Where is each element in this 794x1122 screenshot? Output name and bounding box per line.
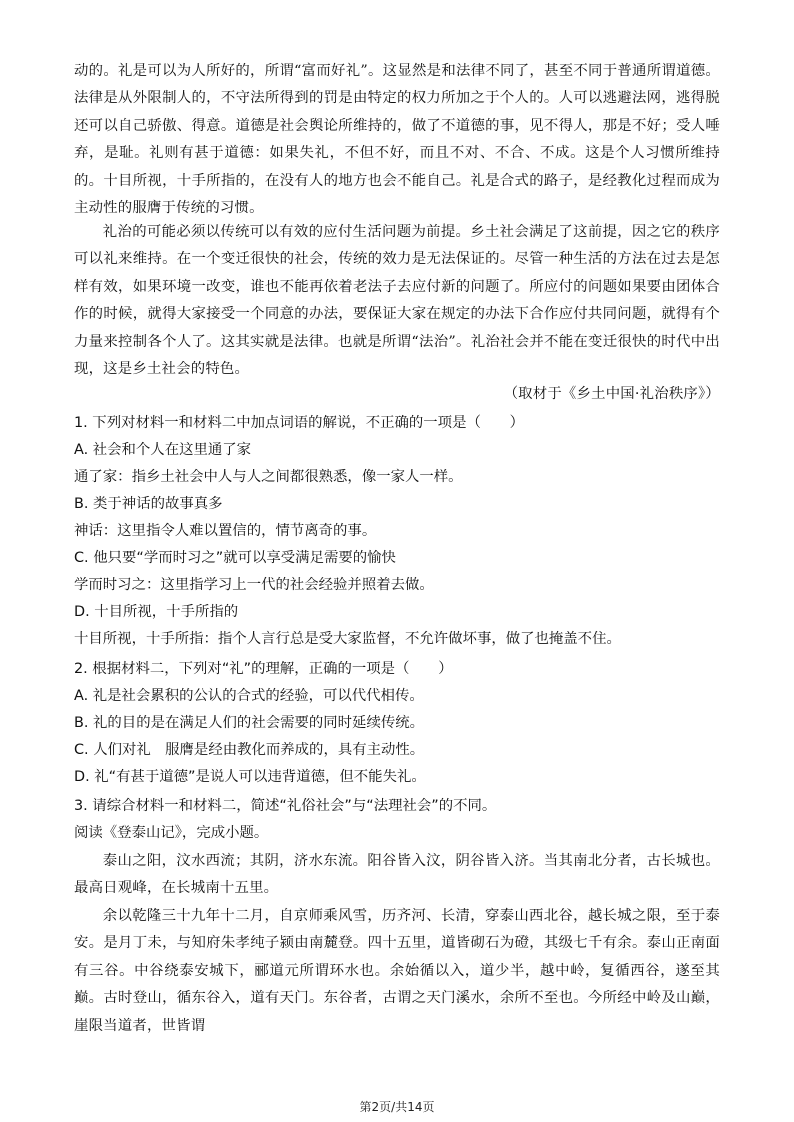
passage1-paragraph-1: 动的。礼是可以为人所好的，所谓“富而好礼”。这显然是和法律不同了，甚至不同于普通所谓道德。法律是从外限制人的，不守法所得到的罚是由特定的权力所加之于个人的。人可以逃避法网，逃得脱还可以自己骄傲、得意。道德是社会舆论所维持的，做了不道德的事，见不得人，那是不好；受人唾弃，是耻。礼则有甚于道德：如果失礼，不但不好，而且不对、不合、不成。这是个人习惯所维持的。十目所视，十手所指的，在没有人的地方也会不能自己。礼是合式的路子，是经教化过程而成为主动性的服膺于传统的习惯。 — [74, 63, 720, 217]
question-2-option-c: C. 人们对礼 服膺是经由教化而养成的，具有主动性。 — [74, 742, 425, 758]
question-1-option-a: A. 社会和个人在这里通了家 — [74, 442, 252, 458]
question-1-option-d: D. 十目所视，十手所指的 — [74, 604, 239, 620]
page-number-footer: 第2页/共14页 — [359, 1100, 435, 1114]
question-1-stem: 1. 下列对材料一和材料二中加点词语的解说，不正确的一项是（ ） — [74, 415, 525, 431]
passage2-paragraph-2: 余以乾隆三十九年十二月，自京师乘风雪，历齐河、长清，穿泰山西北谷，越长城之限，至于泰安。是月丁未，与知府朱孝纯子颍由南麓登。四十五里，道皆砌石为磴，其级七千有余。泰山正南面有三谷。中谷绕泰安城下，郦道元所谓环水也。余始循以入，道少半，越中岭，复循西谷，遂至其巅。古时登山，循东谷入，道有天门。东谷者，古谓之天门溪水，余所不至也。今所经中岭及山巅，崖限当道者，世皆谓 — [74, 908, 720, 1034]
question-1-option-b-explanation: 神话：这里指令人难以置信的，情节离奇的事。 — [74, 523, 377, 539]
question-2-option-b: B. 礼的目的是在满足人们的社会需要的同时延续传统。 — [74, 715, 425, 731]
question-2-stem: 2. 根据材料二，下列对“礼”的理解，正确的一项是（ ） — [74, 661, 453, 677]
passage1-source: （取材于《乡土中国·礼治秩序》） — [503, 386, 720, 402]
question-1-option-c-explanation: 学而时习之：这里指学习上一代的社会经验并照着去做。 — [74, 577, 434, 593]
question-1-option-d-explanation: 十目所视，十手所指：指个人言行总是受大家监督，不允许做坏事，做了也掩盖不住。 — [74, 631, 621, 647]
passage2-paragraph-1: 泰山之阳，汶水西流；其阴，济水东流。阳谷皆入汶，阴谷皆入济。当其南北分者，古长城也。最高日观峰，在长城南十五里。 — [74, 853, 720, 897]
question-2-option-d: D. 礼“有甚于道德”是说人可以违背道德，但不能失礼。 — [74, 769, 426, 785]
question-1-option-b: B. 类于神话的故事真多 — [74, 496, 223, 512]
passage1-paragraph-2: 礼治的可能必须以传统可以有效的应付生活问题为前提。乡土社会满足了这前提，因之它的秩序可以礼来维持。在一个变迁很快的社会，传统的效力是无法保证的。尽管一种生活的方法在过去是怎样有效，如果环境一改变，谁也不能再依着老法子去应付新的问题了。所应付的问题如果要由团体合作的时候，就得大家接受一个同意的办法，要保证大家在规定的办法下合作应付共同问题，就得有个力量来控制各个人了。这其实就是法律。也就是所谓“法治”。礼治社会并不能在变迁很快的时代中出现，这是乡土社会的特色。 — [74, 224, 720, 378]
question-1-option-a-explanation: 通了家：指乡土社会中人与人之间都很熟悉，像一家人一样。 — [74, 469, 463, 485]
question-3-stem: 3. 请综合材料一和材料二，简述“礼俗社会”与“法理社会”的不同。 — [74, 798, 497, 814]
reading-instruction: 阅读《登泰山记》，完成小题。 — [74, 825, 269, 841]
question-1-option-c: C. 他只要“学而时习之”就可以享受满足需要的愉快 — [74, 550, 396, 566]
question-2-option-a: A. 礼是社会累积的公认的合式的经验，可以代代相传。 — [74, 688, 424, 704]
